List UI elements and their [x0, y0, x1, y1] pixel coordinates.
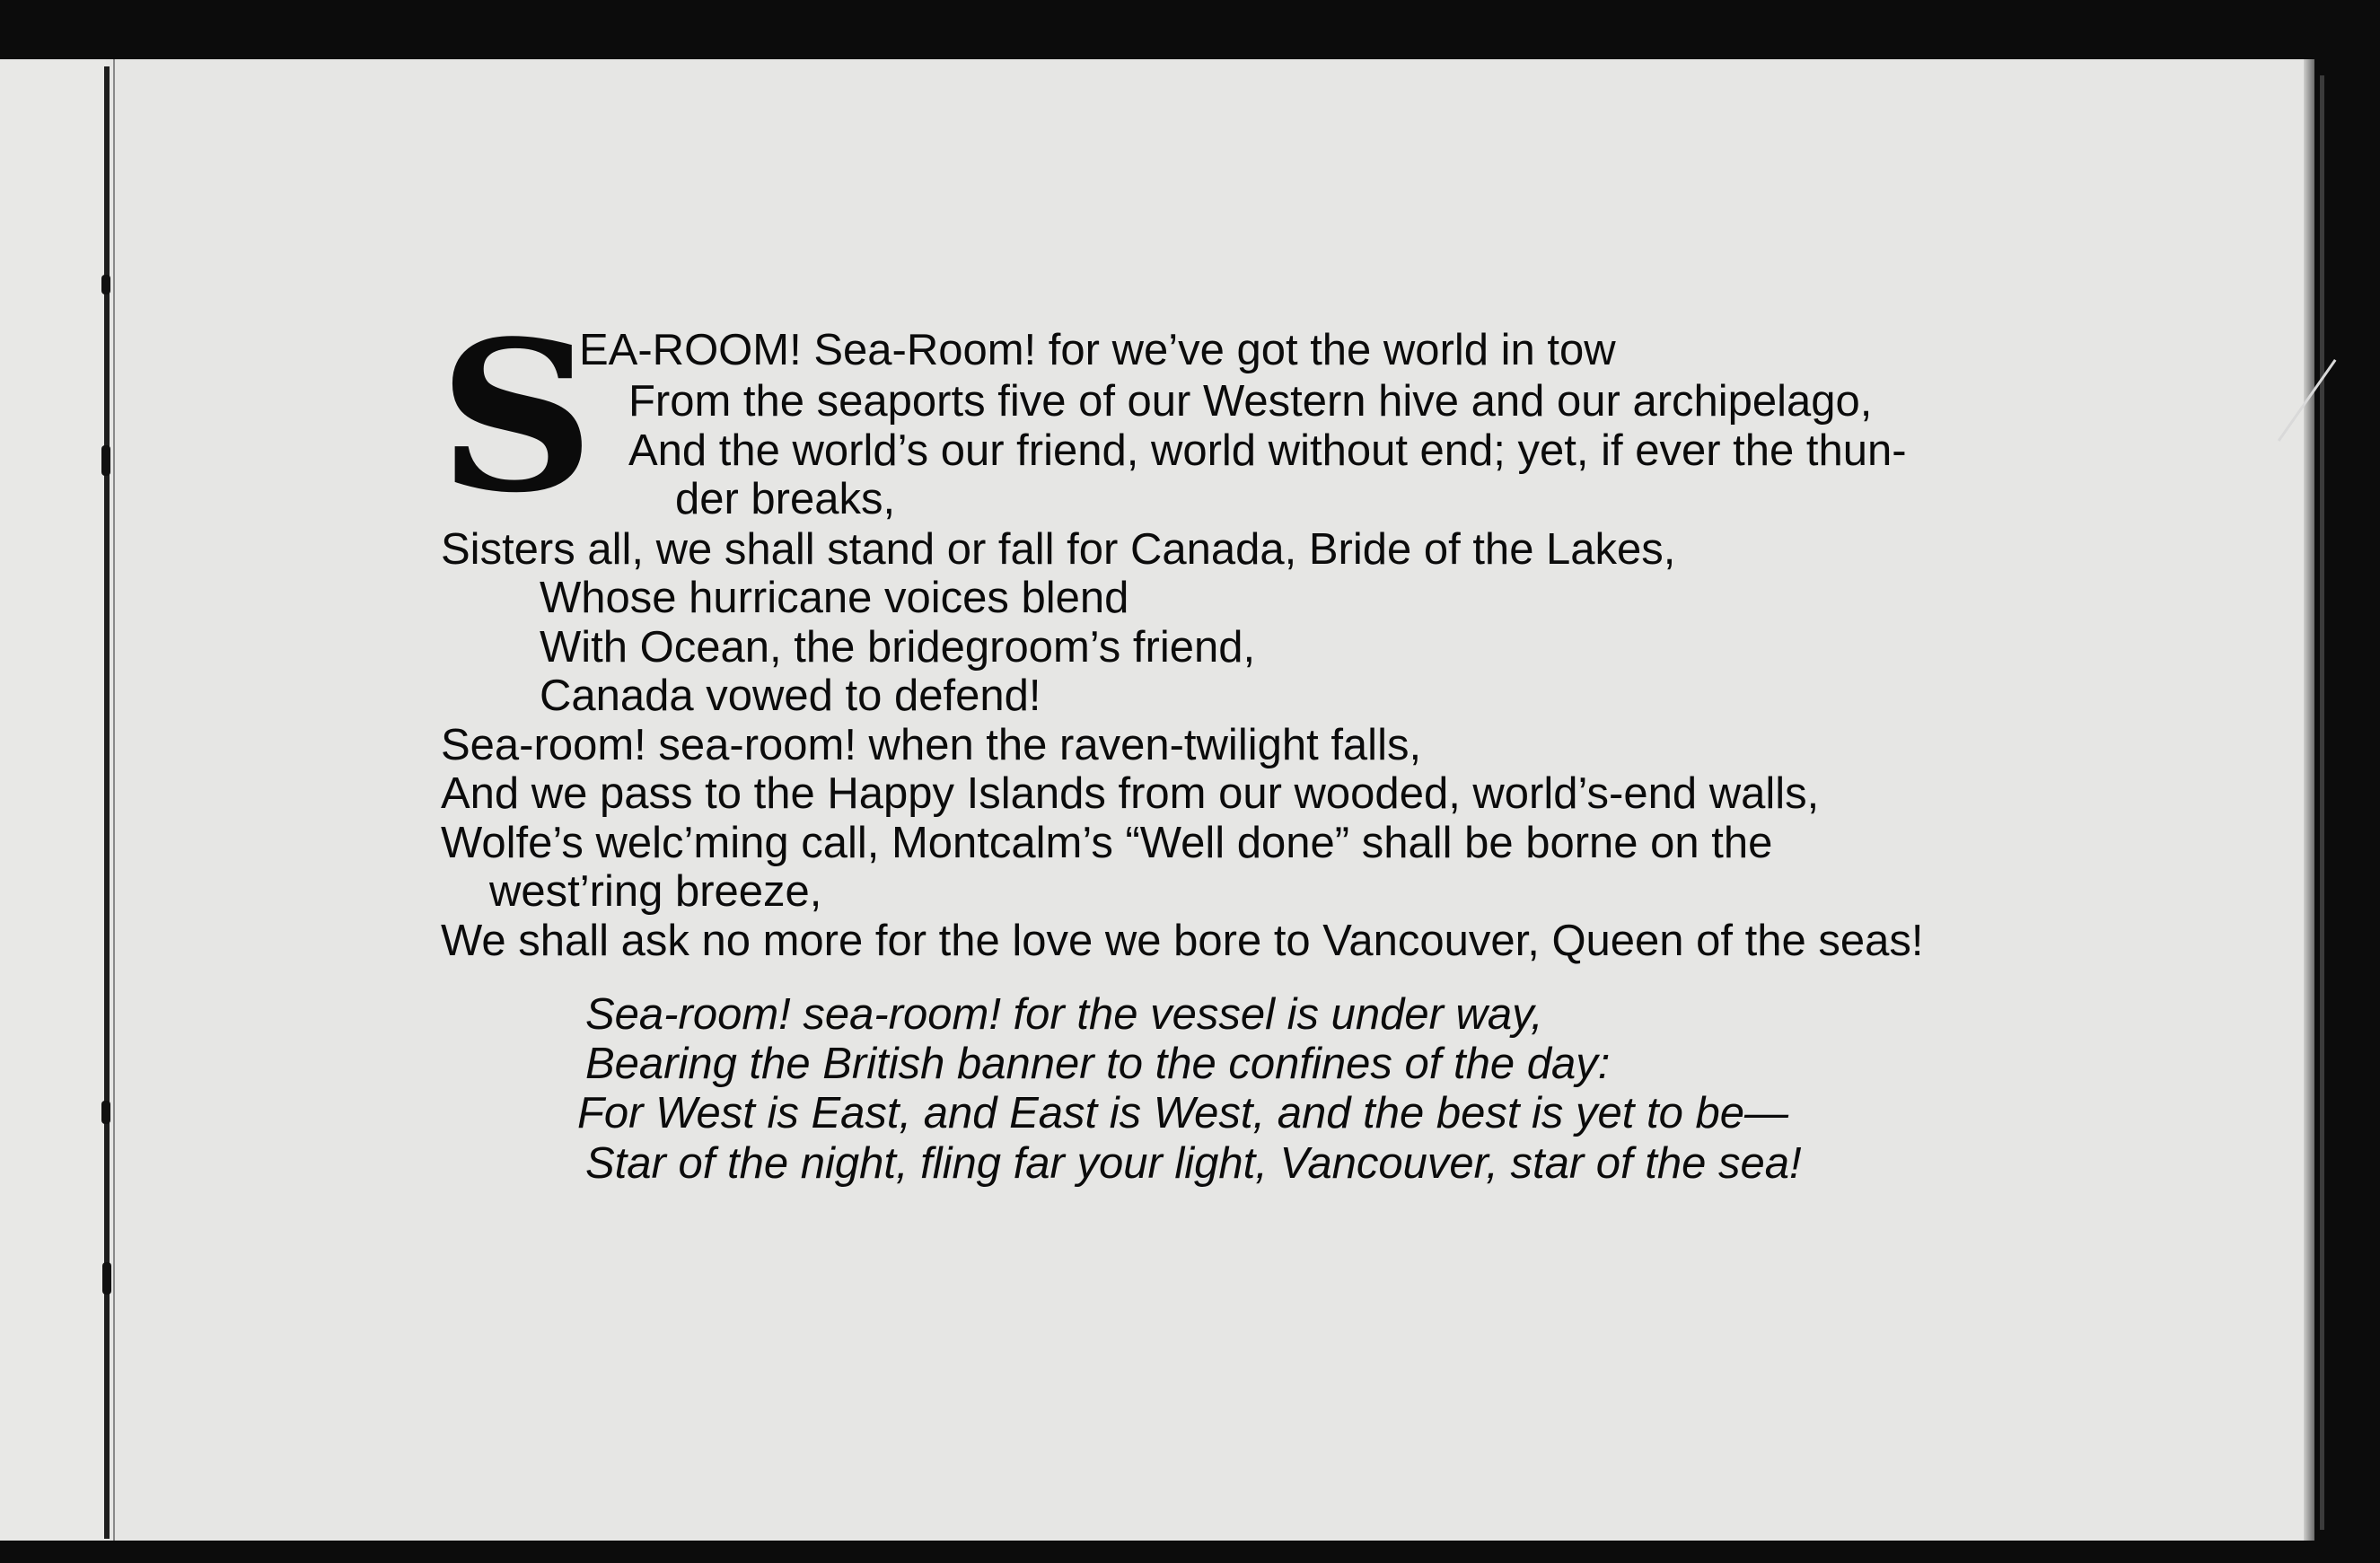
scan-bottom-border [0, 1541, 2380, 1563]
poem-line: And we pass to the Happy Islands from our wooded, world’s-end walls, [441, 769, 1820, 818]
poem-line: With Ocean, the bridegroom’s friend, [540, 623, 1256, 672]
poem-line: From the seaports five of our Western hive and our archipelago, [628, 377, 1873, 426]
poem-line: EA-ROOM! Sea-Room! for we’ve got the world in tow [579, 326, 1616, 374]
poem-line: Wolfe’s welc’ming call, Montcalm’s “Well done” shall be borne on the [441, 819, 1773, 867]
chorus-line: Star of the night, fling far your light, Vancouver, star of the sea! [585, 1139, 1802, 1188]
poem-line: west’ring breeze, [489, 867, 822, 916]
book-page [0, 59, 2314, 1541]
chorus-line: Sea-room! sea-room! for the vessel is under way, [585, 990, 1543, 1039]
chorus-line: Bearing the British banner to the confines of the day: [585, 1040, 1611, 1088]
poem-line: And the world’s our friend, world without end; yet, if ever the thun- [628, 426, 1907, 475]
poem-line: der breaks, [675, 475, 896, 523]
scan-right-border [2320, 75, 2324, 1530]
chorus-line: For West is East, and East is West, and the best is yet to be— [577, 1089, 1789, 1137]
drop-cap-letter: S [438, 296, 595, 539]
poem-line: Sisters all, we shall stand or fall for Canada, Bride of the Lakes, [441, 525, 1676, 574]
poem-line: Canada vowed to defend! [540, 672, 1041, 720]
poem-line: Sea-room! sea-room! when the raven-twilight falls, [441, 721, 1422, 769]
poem-line: Whose hurricane voices blend [540, 574, 1129, 622]
poem-line: We shall ask no more for the love we bore to Vancouver, Queen of the seas! [441, 917, 1924, 965]
poem [0, 59, 2314, 1541]
